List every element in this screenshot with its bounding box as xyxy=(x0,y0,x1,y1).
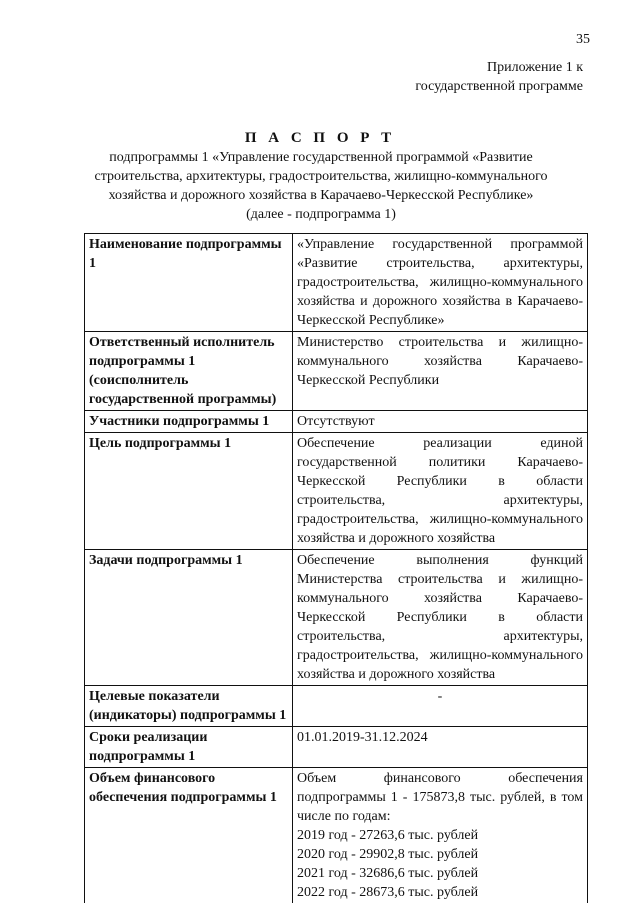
row-label: Целевые показатели (индикаторы) подпрограммы 1 xyxy=(85,686,293,727)
table-row xyxy=(85,433,588,550)
row-value: 01.01.2019-31.12.2024 xyxy=(293,727,588,768)
funding-year-2020: 2020 год - 29902,8 тыс. рублей xyxy=(297,847,479,862)
table-row xyxy=(85,550,588,686)
document-subtitle: подпрограммы 1 «Управление государственной программой «Развитие строительства, архитектуры, градостроительства, жилищно-коммунального хозяйства и дорожного хозяйства в Карачаево-Черкесской Республике» (далее - подпрограмма 1) xyxy=(94,150,548,222)
document-title: П А С П О Р Т xyxy=(244,130,396,146)
page-number: 35 xyxy=(576,32,590,47)
table-row xyxy=(85,332,588,411)
row-label: Задачи подпрограммы 1 xyxy=(85,550,293,686)
row-label: Ответственный исполнитель подпрограммы 1 (соисполнитель государственной программы) xyxy=(85,332,293,411)
row-label: Объем финансового обеспечения подпрограммы 1 xyxy=(85,768,293,904)
table-row xyxy=(85,686,588,727)
funding-year-2019: 2019 год - 27263,6 тыс. рублей xyxy=(297,828,479,843)
row-value: Министерство строительства и жилищно-коммунального хозяйства Карачаево-Черкесской Республики xyxy=(293,332,588,411)
table-row xyxy=(85,411,588,433)
row-value: Обеспечение реализации единой государственной политики Карачаево-Черкесской Республики в области строительства, архитектуры, градостроительства, жилищно-коммунального хозяйства и дорожного хозяйства xyxy=(293,433,588,550)
annex-line-1: Приложение 1 к xyxy=(487,60,583,75)
funding-intro: Объем финансового обеспечения подпрограммы 1 - 175873,8 тыс. рублей, в том числе по годам: xyxy=(297,771,583,824)
table-row xyxy=(85,727,588,768)
passport-table xyxy=(84,233,588,903)
table-row xyxy=(85,234,588,332)
annex-line-2: государственной программе xyxy=(415,79,583,94)
annex-note xyxy=(415,58,583,96)
row-label: Участники подпрограммы 1 xyxy=(85,411,293,433)
row-label: Сроки реализации подпрограммы 1 xyxy=(85,727,293,768)
row-value: - xyxy=(293,686,588,727)
funding-year-2022: 2022 год - 28673,6 тыс. рублей xyxy=(297,885,479,900)
row-label: Наименование подпрограммы 1 xyxy=(85,234,293,332)
table-row-funding xyxy=(85,768,588,904)
funding-value xyxy=(293,768,588,904)
row-value: «Управление государственной программой «Развитие строительства, архитектуры, градостроительства, жилищно-коммунального хозяйства и дорожного хозяйства в Карачаево-Черкесской Республике» xyxy=(293,234,588,332)
row-value: Отсутствуют xyxy=(293,411,588,433)
row-value: Обеспечение выполнения функций Министерства строительства и жилищно-коммунального хозяйства Карачаево-Черкесской Республики в области строительства, архитектуры, градостроительства, жилищно-коммунального хозяйства и дорожного хозяйства xyxy=(293,550,588,686)
row-label: Цель подпрограммы 1 xyxy=(85,433,293,550)
funding-year-2021: 2021 год - 32686,6 тыс. рублей xyxy=(297,866,479,881)
